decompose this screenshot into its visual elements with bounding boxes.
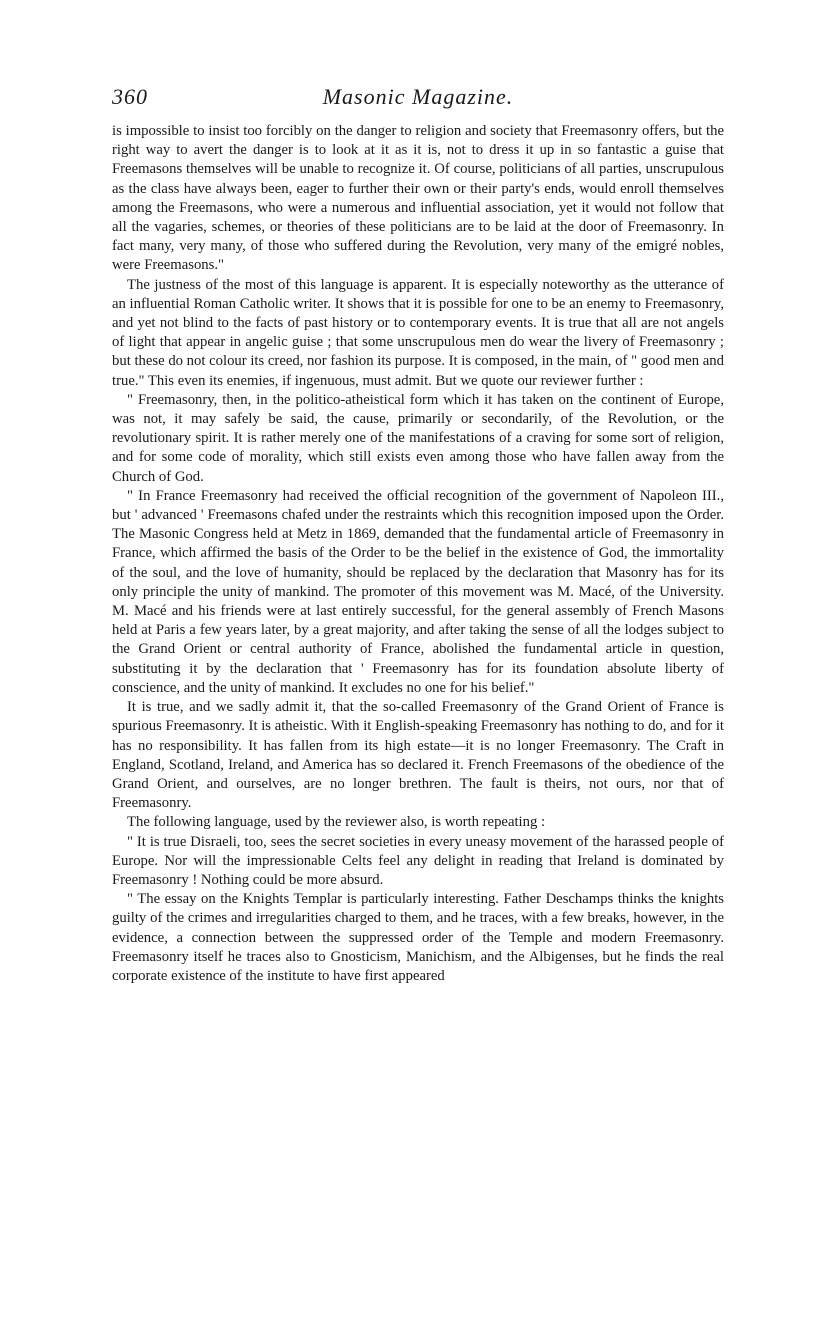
quoted-paragraph: " Freemasonry, then, in the politico-atheistical form which it has taken on the continent of Europe, was not, it may safely be said, the cause, primarily or secondarily, of the Revolution, or the revolutionary spirit. It is rather merely one of the manifestations of a craving for some sort of religion, and for some code of morality, which still exists even among those who have fallen away from the Church of God. — [112, 391, 724, 485]
quoted-paragraph: " The essay on the Knights Templar is particularly interesting. Father Deschamps thinks the knights guilty of the crimes and irregularities charged to them, and he traces, with a few breaks, however, in the evidence, a connection between the suppressed order of the Temple and modern Freemasonry. Freemasonry itself he traces also to Gnosticism, Manichism, and the Albigenses, but he finds the real corporate existence of the institute to have first appeared — [112, 891, 724, 984]
quoted-paragraph: " It is true Disraeli, too, sees the secret societies in every uneasy movement of the harassed people of Europe. Nor will the impressionable Celts feel any delight in reading that Ireland is dominated by Freemasonry ! Nothing could be more absurd. — [112, 833, 724, 888]
quoted-paragraph: " In France Freemasonry had received the official recognition of the government of Napoleon III., but ' advanced ' Freemasons chafed under the restraints which this recognition imposed upon the Order. The Masonic Congress held at Metz in 1869, demanded that the fundamental article of Freemasonry in France, which affirmed the basis of the Order to be the belief in the existence of God, the immortality of the soul, and the love of humanity, should be replaced by the declaration that Masonry has for its only principle the unity of mankind. The promoter of this movement was M. Macé, of the University. M. Macé and his friends were at last entirely successful, for the general assembly of French Masons held at Paris a few years later, by a great majority, and after taking the sense of all the lodges subject to the Grand Orient or central authority of France, abolished the fundamental article in question, substituting it by the declaration that ' Freemasonry has for its foundation absolute liberty of conscience, and the unity of mankind. It excludes no one for his belief." — [112, 487, 724, 696]
paragraph: It is true, and we sadly admit it, that the so-called Freemasonry of the Grand Orient of France is spurious Freemasonry. It is atheistic. With it English-speaking Freemasonry has nothing to do, and for it has no responsibility. It has fallen from its high estate—it is no longer Freemasonry. The Craft in England, Scotland, Ireland, and America has so declared it. French Freemasons of the obedience of the Grand Orient, and ourselves, are no longer brethren. The fault is theirs, not ours, nor that of Freemasonry. — [112, 699, 724, 812]
paragraph: The following language, used by the reviewer also, is worth repeating : — [127, 814, 546, 831]
page-number: 360 — [112, 84, 148, 109]
running-head-title: Masonic Magazine. — [322, 84, 514, 109]
page-header — [112, 82, 724, 122]
paragraph: The justness of the most of this language is apparent. It is especially noteworthy as the utterance of an influential Roman Catholic writer. It shows that it is possible for one to be an enemy to Freemasonry, and yet not blind to the facts of past history or to contemporary events. It is true that all are not angels of light that appear in angelic guise ; that some unscrupulous men do wear the livery of Freemasonry ; but these do not colour its creed, nor fashion its purpose. It is composed, in the main, of " good men and true." This even its enemies, if ingenuous, must admit. But we quote our reviewer further : — [112, 276, 724, 389]
article-body — [112, 122, 724, 986]
paragraph-continued: is impossible to insist too forcibly on the danger to religion and society that Freemasonry offers, but the right way to avert the danger is to look at it as it is, not to dress it up in so fantastic a guise that Freemasons themselves will be unable to recognize it. Of course, politicians of all parties, unscrupulous as the class have always been, eager to further their own or their party's ends, would enroll themselves among the Freemasons, who were a numerous and influential association, yet it would not follow that all the vagaries, schemes, or theories of these politicians are to be laid at the door of Freemasonry. In fact many, very many, of those who suffered during the Revolution, very many of the emigré nobles, were Freemasons." — [112, 123, 724, 274]
page — [112, 82, 724, 986]
